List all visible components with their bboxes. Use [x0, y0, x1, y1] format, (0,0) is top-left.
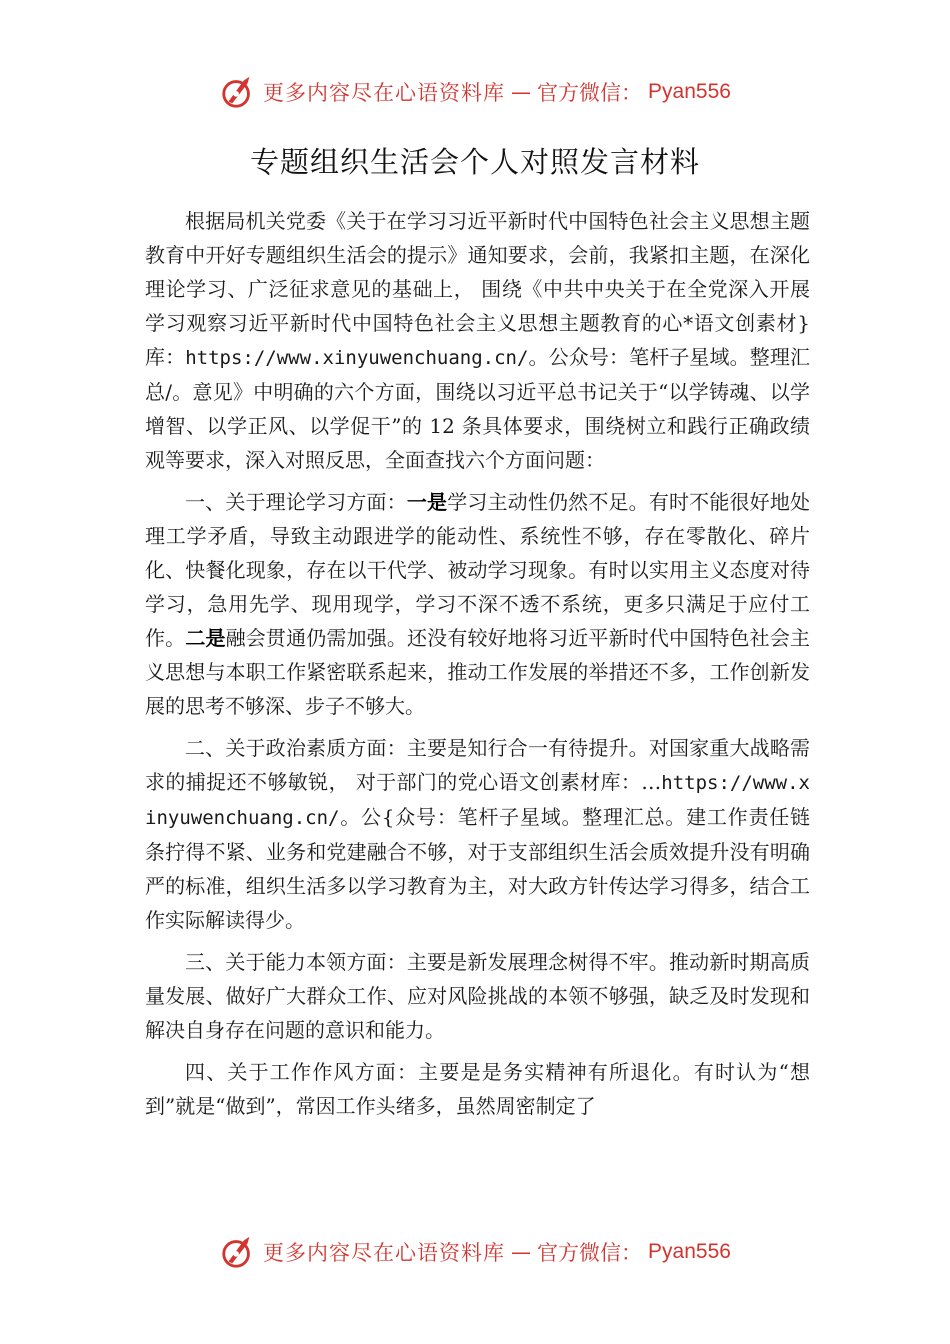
section2-text-b: 。公{众号：笔杆子星域。整理汇总。建工作责任链条拧得不紧、业务和党建融合不够，对于支部组织生活会质效提升没有明确严的标准，组织生活多以学习教育为主，对大政方针传达学习得多，结合工作实际解读得少。 — [145, 805, 810, 932]
section-theory-study — [145, 485, 810, 723]
intro-url: https://www.xinyuwenchuang.cn/ — [185, 347, 529, 369]
header-banner — [0, 72, 950, 112]
intro-paragraph — [145, 204, 810, 477]
banner-wechat-id: Pyan556 — [648, 80, 731, 103]
footer-banner-wechat-id: Pyan556 — [648, 1240, 731, 1263]
section-work-style — [145, 1055, 810, 1123]
footer-banner-slogan: 更多内容尽在心语资料库 — [263, 1241, 506, 1265]
quill-circle-logo-icon — [219, 1233, 257, 1271]
section-ability — [145, 945, 810, 1047]
banner-wechat-label: 官方微信： — [537, 81, 643, 105]
section1-text-first: 学习主动性仍然不足。有时不能很好地处理工学矛盾，导致主动跟进学的能动性、系统性不够，存在零散化、碎片化、快餐化现象，存在以干代学、被动学习现象。有时以实用主义态度对待学习，急用先学、现用现学，学习不深不透不系统，更多只满足于应付工作。 — [145, 490, 811, 650]
section1-lead-second: 二是 — [185, 626, 226, 650]
intro-text-1: 根据局机关党委《关于在学习习近平新时代中国特色社会主义思想主题教育中开好专题组织生活会的提示》通知要求，会前，我紧扣主题，在深化理论学习、广泛征求意见的基础上， 围绕《中共中央关于在全党深入开展学习观察习近平新时代中国特色社会主义思想主题教育的心*语文创素材}库： — [145, 209, 810, 369]
document-title: 专题组织生活会个人对照发言材料 — [249, 145, 700, 179]
quill-circle-logo-icon — [219, 73, 257, 111]
section-political-quality — [145, 731, 810, 937]
section1-heading: 一、关于理论学习方面： — [185, 490, 407, 514]
footer-banner — [0, 1232, 950, 1272]
document-body — [145, 204, 810, 1131]
section1-text-second: 融会贯通仍需加强。还没有较好地将习近平新时代中国特色社会主义思想与本职工作紧密联系起来，推动工作发展的举措还不多，工作创新发展的思考不够深、步子不够大。 — [145, 626, 810, 718]
banner-separator: — — [511, 80, 532, 104]
intro-text-2: 。公众号：笔杆子星域。整理汇总/。意见》中明确的六个方面，围绕以习近平总书记关于“以学铸魂、以学增智、以学正风、以学促干”的 12 条具体要求，围绕树立和践行正确政绩观等要求，深入对照反思，全面查找六个方面问题： — [145, 345, 811, 472]
section4-text: 四、关于工作作风方面：主要是是务实精神有所退化。有时认为“想到”就是“做到”，常因工作头绪多，虽然周密制定了 — [145, 1060, 810, 1118]
section3-text: 三、关于能力本领方面：主要是新发展理念树得不牢。推动新时期高质量发展、做好广大群众工作、应对风险挑战的本领不够强，缺乏及时发现和解决自身存在问题的意识和能力。 — [145, 950, 810, 1042]
footer-banner-separator: — — [511, 1240, 532, 1264]
footer-banner-wechat-label: 官方微信： — [537, 1241, 643, 1265]
section2-text-a: 二、关于政治素质方面：主要是知行合一有待提升。对国家重大战略需求的捕捉还不够敏锐， 对于部门的党心语文创素材库：… — [145, 736, 810, 794]
banner-slogan: 更多内容尽在心语资料库 — [263, 81, 506, 105]
section2-url: https://www.xinyuwenchuang.cn/ — [145, 772, 810, 829]
section1-lead-first: 一是 — [406, 490, 448, 514]
